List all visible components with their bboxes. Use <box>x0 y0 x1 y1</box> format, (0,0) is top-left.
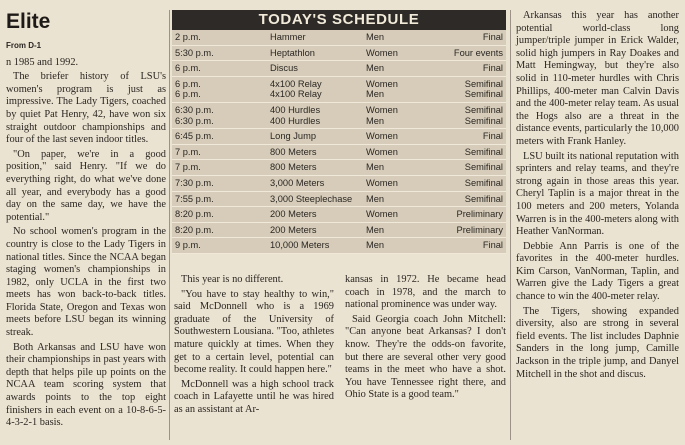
schedule-cell-genders <box>366 32 432 43</box>
schedule-cell-genders <box>366 48 432 59</box>
headline: Elite <box>6 10 51 33</box>
schedule-cell-rounds <box>432 225 503 236</box>
paragraph: The briefer history of LSU's women's program is just as impressive. The Lady Tigers, coached by quiet Pat Henry, 42, have won six straight outdoor championships and four of the last seven indoor titles. <box>6 71 166 146</box>
schedule-cell-text: 800 Meters <box>270 162 317 173</box>
schedule-cell-text: Heptathlon <box>270 47 315 58</box>
schedule-cell-text: Semifinal <box>464 162 503 173</box>
schedule-cell-times <box>175 225 270 236</box>
schedule-cell-genders <box>366 79 432 100</box>
schedule-row <box>172 207 506 223</box>
schedule-cell-text: 8:20 p.m. <box>175 224 214 235</box>
schedule-cell-text: Women <box>366 209 398 220</box>
column-rule <box>510 10 511 440</box>
schedule-cell-text: Final <box>482 131 503 142</box>
schedule-cell-text: Final <box>482 240 503 251</box>
schedule-cell-text: 4x100 Relay <box>270 89 322 100</box>
schedule-row <box>172 30 506 46</box>
schedule-cell-times <box>175 209 270 220</box>
column-rule <box>169 10 170 440</box>
paragraph: kansas in 1972. He became head coach in 1978, and the march to national prominence was under way. <box>345 274 506 311</box>
schedule-cell-text: 4x100 Relay <box>270 78 322 89</box>
schedule-cell-rounds <box>432 32 503 43</box>
schedule-title: TODAY'S SCHEDULE <box>172 10 506 30</box>
schedule-cell-text: Men <box>366 89 385 100</box>
schedule-cell-text: Four events <box>453 47 503 58</box>
paragraph: "On paper, we're in a good position," said Henry. "If we do everything right, do what we've done all year, and everybody has a good day on the same day, we have the potential." <box>6 148 166 223</box>
schedule-cell-rounds <box>432 178 503 189</box>
schedule-cell-text: 800 Meters <box>270 146 317 157</box>
schedule-cell-text: Men <box>366 63 385 74</box>
paragraph: The Tigers, showing expanded diversity, also are strong in several field events. The list includes Daphnie Sanders in the long jump, Camille Jackson in the triple jump, and Danyel Mitchell in the shot and discus. <box>516 305 679 380</box>
schedule-cell-times <box>175 79 270 100</box>
schedule-row <box>172 223 506 239</box>
schedule-cell-rounds <box>432 147 503 158</box>
schedule-cell-rounds <box>432 79 503 100</box>
schedule-cell-times <box>175 240 270 251</box>
schedule-row <box>172 238 506 254</box>
schedule-cell-rounds <box>432 105 503 126</box>
schedule-cell-text: Men <box>366 224 385 235</box>
schedule-cell-text: Men <box>366 193 385 204</box>
left-column <box>6 10 166 432</box>
schedule-cell-rounds <box>432 48 503 59</box>
schedule-row <box>172 176 506 192</box>
paragraph: No school women's program in the country is close to the Lady Tigers in national titles. Since the NCAA began staging women's championships in 1982, only UCLA in the first two meets has won back-to-back titles. Florida State, Oregon and Texas won meets before LSU began its winning streak. <box>6 226 166 339</box>
schedule-cell-events <box>270 131 366 142</box>
schedule-cell-text: Semifinal <box>464 146 503 157</box>
schedule-row <box>172 145 506 161</box>
schedule-cell-events <box>270 162 366 173</box>
schedule-cell-genders <box>366 131 432 142</box>
schedule-cell-text: Discus <box>270 63 298 74</box>
paragraph: Debbie Ann Parris is one of the favorites in the 400-meter hurdles. Kim Carson, VanNorman, Taplin, and Warren give the Lady Tigers a great chance to win the 400-meter relay. <box>516 240 679 303</box>
schedule-cell-text: Final <box>482 32 503 42</box>
schedule-cell-text: 5:30 p.m. <box>175 47 214 58</box>
schedule-row <box>172 61 506 77</box>
paragraph: Said Georgia coach John Mitchell: "Can anyone beat Arkansas? I don't know. They're the odds-on favorite, but there are several other very good teams in the meet who have a shot. You have Tennessee right there, and Ohio State is a good team." <box>345 313 506 401</box>
schedule-cell-events <box>270 225 366 236</box>
schedule-cell-genders <box>366 147 432 158</box>
paragraph: LSU built its national reputation with sprinters and relay teams, and they're strong again in those areas this year. Cheryl Taplin is a major threat in the 100 meters and 200 meters, Yolanda Warren is in the 400-meters along with Heather VanNorman. <box>516 150 679 238</box>
middle-column-2 <box>345 274 506 404</box>
schedule-cell-times <box>175 178 270 189</box>
schedule-cell-events <box>270 240 366 251</box>
schedule-cell-text: 6 p.m. <box>175 63 201 74</box>
schedule-cell-events <box>270 105 366 126</box>
schedule-cell-rounds <box>432 240 503 251</box>
schedule-cell-genders <box>366 225 432 236</box>
schedule-cell-text: 3,000 Steeplechase <box>270 193 353 204</box>
schedule-cell-text: 7:55 p.m. <box>175 193 214 204</box>
schedule-cell-text: Women <box>366 146 398 157</box>
schedule-cell-text: Preliminary <box>456 224 503 235</box>
schedule-cell-text: Semifinal <box>464 115 503 126</box>
schedule-cell-times <box>175 194 270 205</box>
paragraph: McDonnell was a high school track coach in Lafayette until he was hired as an assistant at Ar- <box>174 378 334 415</box>
schedule-box <box>172 10 506 266</box>
schedule-cell-rounds <box>432 63 503 74</box>
schedule-cell-text: 2 p.m. <box>175 32 201 42</box>
schedule-cell-times <box>175 48 270 59</box>
schedule-cell-text: Women <box>366 104 398 115</box>
schedule-cell-text: 6:45 p.m. <box>175 131 214 142</box>
schedule-cell-genders <box>366 194 432 205</box>
schedule-cell-times <box>175 105 270 126</box>
schedule-cell-events <box>270 147 366 158</box>
schedule-cell-text: Preliminary <box>456 209 503 220</box>
schedule-cell-text: Men <box>366 32 385 42</box>
schedule-cell-events <box>270 178 366 189</box>
schedule-cell-times <box>175 131 270 142</box>
jump-line: From D-1 <box>6 41 42 50</box>
schedule-cell-genders <box>366 162 432 173</box>
schedule-cell-text: Women <box>366 131 398 142</box>
middle-column <box>174 274 334 419</box>
schedule-cell-text: Semifinal <box>464 193 503 204</box>
schedule-cell-rounds <box>432 162 503 173</box>
schedule-cell-text: 7 p.m. <box>175 162 201 173</box>
schedule-cell-text: 6 p.m. <box>175 78 201 89</box>
schedule-cell-text: 9 p.m. <box>175 240 201 251</box>
schedule-table <box>172 30 506 254</box>
paragraph: This year is no different. <box>181 274 284 285</box>
schedule-cell-genders <box>366 240 432 251</box>
schedule-cell-text: Women <box>366 177 398 188</box>
schedule-cell-events <box>270 63 366 74</box>
schedule-cell-text: 200 Meters <box>270 224 317 235</box>
schedule-cell-text: Hammer <box>270 32 306 42</box>
schedule-row <box>172 129 506 145</box>
schedule-cell-events <box>270 32 366 43</box>
schedule-cell-times <box>175 162 270 173</box>
schedule-cell-genders <box>366 178 432 189</box>
schedule-cell-text: 10,000 Meters <box>270 240 330 251</box>
schedule-cell-text: 8:20 p.m. <box>175 209 214 220</box>
schedule-row <box>172 160 506 176</box>
schedule-cell-text: Semifinal <box>464 177 503 188</box>
schedule-cell-text: 7 p.m. <box>175 146 201 157</box>
schedule-cell-text: Final <box>482 63 503 74</box>
schedule-cell-events <box>270 48 366 59</box>
schedule-cell-rounds <box>432 131 503 142</box>
schedule-row <box>172 192 506 208</box>
schedule-cell-events <box>270 79 366 100</box>
schedule-cell-text: Women <box>366 78 398 89</box>
schedule-cell-text: Long Jump <box>270 131 316 142</box>
schedule-cell-text: 6:30 p.m. <box>175 104 214 115</box>
schedule-cell-text: Men <box>366 115 385 126</box>
schedule-cell-rounds <box>432 194 503 205</box>
schedule-cell-text: Women <box>366 47 398 58</box>
schedule-cell-text: 6 p.m. <box>175 89 201 100</box>
schedule-row <box>172 77 506 103</box>
schedule-cell-genders <box>366 209 432 220</box>
schedule-cell-events <box>270 209 366 220</box>
schedule-cell-times <box>175 32 270 43</box>
schedule-cell-rounds <box>432 209 503 220</box>
schedule-cell-text: 6:30 p.m. <box>175 115 214 126</box>
schedule-cell-text: 400 Hurdles <box>270 104 321 115</box>
schedule-cell-text: 400 Hurdles <box>270 115 321 126</box>
schedule-cell-text: Semifinal <box>464 78 503 89</box>
schedule-row <box>172 103 506 129</box>
schedule-cell-text: 7:30 p.m. <box>175 177 214 188</box>
schedule-row <box>172 46 506 62</box>
schedule-cell-text: Men <box>366 162 385 173</box>
schedule-cell-text: 200 Meters <box>270 209 317 220</box>
paragraph: Arkansas this year has another potential world-class long jumper/triple jumper in Erick Walder, solid high jumpers in Ray Doakes and Matt Hemingway, but they're also solid in 110-meter hurdles with Chris Phillips, 400-meter man Calvin Davis and the 400-meter relay team. As usual the Hogs also are a threat in the distance events, particularly the 10,000 meters with Frank Hanley. <box>516 10 679 147</box>
schedule-cell-genders <box>366 105 432 126</box>
paragraph: Both Arkansas and LSU have won their championships in past years with depth that helps pile up points on the NCAA team scoring system that awards points to the top eight finishers in each event on a 10-8-6-5-4-3-2-1 basis. <box>6 341 166 429</box>
schedule-cell-events <box>270 194 366 205</box>
schedule-cell-text: Semifinal <box>464 89 503 100</box>
schedule-cell-genders <box>366 63 432 74</box>
schedule-cell-text: Men <box>366 240 385 251</box>
right-column <box>516 10 679 383</box>
schedule-cell-text: 3,000 Meters <box>270 177 325 188</box>
paragraph: "You have to stay healthy to win," said McDonnell who is a 1969 graduate of the University of Southwestern Lousiana. "Too, athletes mature quickly at times. When they get to a certain level, potential can become reality. It could happen here." <box>174 288 334 376</box>
paragraph: n 1985 and 1992. <box>6 56 79 68</box>
schedule-cell-times <box>175 147 270 158</box>
schedule-cell-times <box>175 63 270 74</box>
schedule-cell-text: Semifinal <box>464 104 503 115</box>
